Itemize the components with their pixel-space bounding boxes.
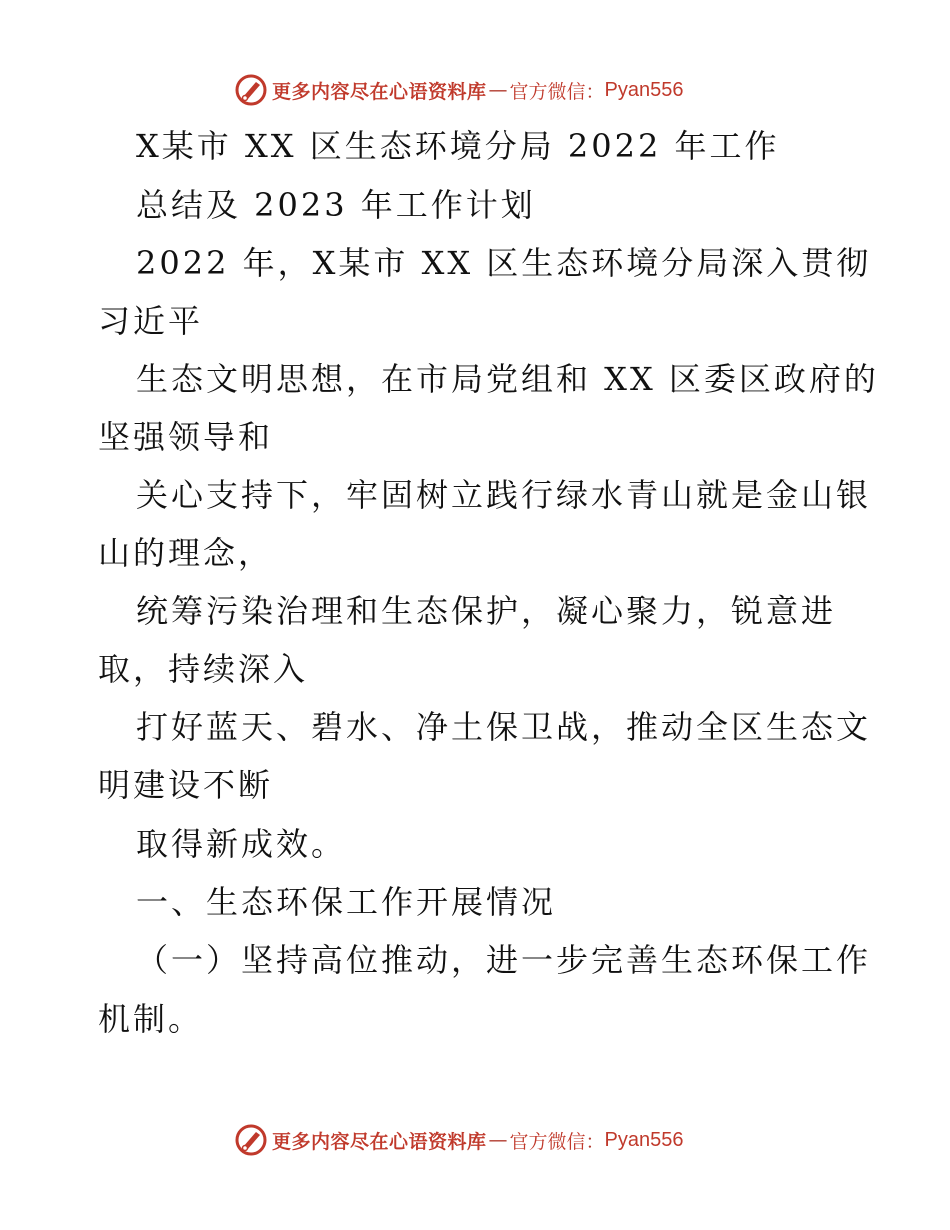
banner-separator: ： (585, 80, 605, 103)
banner-site-text: 更多内容尽在心语资料库 (272, 80, 487, 103)
banner-wechat-id: Pyan556 (604, 1128, 684, 1151)
document-title-line-1: X某市 XX 区生态环境分局 2022 年工作 (136, 127, 780, 165)
body-line: 2022 年，X某市 XX 区生态环境分局深入贯彻 (136, 244, 872, 282)
banner-dash: — (488, 1129, 508, 1151)
body-line: 习近平 (98, 302, 204, 340)
banner-site-text: 更多内容尽在心语资料库 (272, 1130, 487, 1153)
pen-logo-icon (234, 73, 268, 107)
banner-separator: ： (585, 1130, 605, 1153)
banner-dash: — (488, 79, 508, 101)
body-line: 关心支持下，牢固树立践行绿水青山就是金山银 (136, 476, 872, 514)
body-line: 统筹污染治理和生态保护，凝心聚力，锐意进 (136, 592, 837, 630)
subsection-heading-continuation: 机制。 (98, 1000, 204, 1038)
banner-wechat-label: 官方微信 (509, 80, 586, 103)
document-title-line-2: 总结及 2023 年工作计划 (136, 186, 536, 224)
pen-logo-icon (234, 1123, 268, 1157)
banner-wechat-label: 官方微信 (509, 1130, 586, 1153)
header-watermark-banner (234, 72, 684, 108)
body-line: 取得新成效。 (136, 825, 347, 863)
body-line: 取，持续深入 (98, 650, 309, 688)
body-line: 山的理念， (98, 534, 274, 572)
body-line: 坚强领导和 (98, 418, 274, 456)
section-heading: 一、生态环保工作开展情况 (136, 883, 557, 921)
subsection-heading: （一）坚持高位推动，进一步完善生态环保工作 (136, 941, 872, 979)
footer-watermark-banner (234, 1122, 684, 1158)
body-line: 生态文明思想，在市局党组和 XX 区委区政府的 (136, 360, 879, 398)
body-line: 明建设不断 (98, 766, 274, 804)
body-line: 打好蓝天、碧水、净土保卫战，推动全区生态文 (136, 708, 872, 746)
banner-wechat-id: Pyan556 (604, 78, 684, 101)
